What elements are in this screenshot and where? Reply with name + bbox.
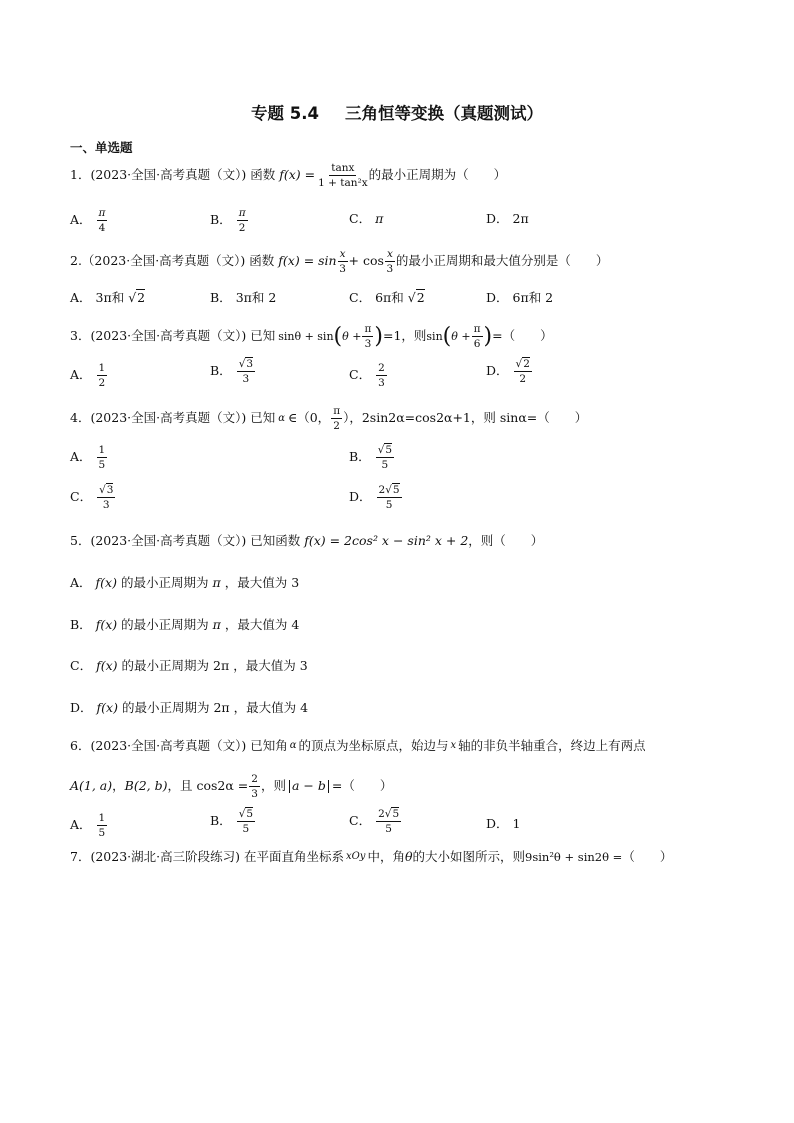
option-text: 1 bbox=[512, 816, 521, 831]
q4-alpha: α bbox=[278, 412, 285, 424]
option-letter: C． bbox=[70, 658, 93, 673]
q3-option-a[interactable] bbox=[70, 362, 108, 389]
option-period: π bbox=[212, 617, 221, 632]
option-text2: ，最大值为 bbox=[233, 658, 296, 673]
q6-abs: a − b bbox=[289, 780, 329, 793]
option-num: π bbox=[97, 207, 108, 221]
option-letter: D． bbox=[349, 489, 372, 505]
q5-option-c[interactable] bbox=[70, 660, 308, 673]
q6-x: x bbox=[450, 740, 457, 752]
q7-suffix: （ ） bbox=[622, 849, 673, 864]
q6-point-a: A(1, a) bbox=[70, 778, 113, 794]
q2-frac2-den: 3 bbox=[386, 263, 394, 276]
option-letter: B． bbox=[210, 363, 232, 379]
option-fx: f(x) bbox=[96, 700, 118, 715]
option-num: 5 bbox=[385, 444, 393, 456]
option-letter: A． bbox=[70, 290, 92, 305]
q5-suffix: ，则（ ） bbox=[468, 533, 544, 548]
q6-option-d[interactable] bbox=[486, 818, 520, 831]
q1-suffix: 的最小正周期为（ ） bbox=[368, 167, 507, 183]
option-text: 6π和 2 bbox=[512, 290, 554, 305]
option-num: 1 bbox=[97, 444, 108, 458]
option-den: 3 bbox=[378, 377, 385, 390]
option-period: π bbox=[212, 575, 221, 590]
q6-den: 3 bbox=[251, 788, 258, 801]
q6-line1-suffix: 轴的非负半轴重合，终边上有两点 bbox=[458, 738, 646, 753]
title-topic-number: 专题 5.4 bbox=[251, 104, 319, 123]
q1-prefix: 1．(2023·全国·高考真题（文）) 函数 bbox=[70, 167, 276, 183]
q7-theta: θ bbox=[404, 849, 413, 864]
option-letter: B． bbox=[349, 449, 371, 465]
option-letter: A． bbox=[70, 449, 92, 465]
q6-suffix: =（ ） bbox=[331, 778, 393, 794]
q4-option-a[interactable] bbox=[70, 444, 108, 471]
option-letter: B． bbox=[70, 617, 92, 632]
q6-option-a[interactable] bbox=[70, 812, 108, 839]
section-heading: 一、单选题 bbox=[70, 140, 133, 155]
option-root: 2 bbox=[137, 290, 146, 305]
option-den: 2 bbox=[98, 377, 106, 390]
option-den: 5 bbox=[381, 459, 389, 472]
q3-eq1: =1，则 bbox=[382, 328, 427, 344]
q5-option-d[interactable] bbox=[70, 702, 308, 715]
option-num: 3 bbox=[106, 484, 114, 496]
option-max: 4 bbox=[300, 700, 309, 715]
q6-sep: ， bbox=[112, 778, 125, 794]
option-period: 2π bbox=[213, 658, 230, 673]
option-num: 1 bbox=[97, 812, 108, 826]
option-letter: C． bbox=[349, 367, 372, 383]
q3-option-b[interactable]: B． $\frac{√3}{3}$ bbox=[210, 358, 254, 386]
q3-option-d[interactable]: D． $\frac{√2}{2}$ bbox=[486, 358, 530, 386]
option-letter: A． bbox=[70, 367, 92, 383]
q1-den: 1 + tan²x bbox=[318, 177, 368, 190]
option-fx: f(x) bbox=[96, 658, 118, 673]
question-4 bbox=[70, 405, 587, 432]
q6-prefix: 6．(2023·全国·高考真题（文）) 已知角 bbox=[70, 738, 288, 753]
option-num: 2 bbox=[376, 362, 387, 376]
q3-inner2: θ + bbox=[451, 330, 471, 344]
q6-num: 2 bbox=[249, 773, 260, 787]
option-letter: A． bbox=[70, 817, 92, 833]
option-text: 的最小正周期为 bbox=[121, 617, 209, 632]
q2-frac2-num: x bbox=[385, 248, 395, 262]
q4-option-b[interactable]: B． $\frac{√5}{5}$ bbox=[349, 444, 393, 472]
q2-frac1-den: 3 bbox=[339, 263, 346, 276]
option-letter: C． bbox=[349, 290, 372, 305]
option-letter: D． bbox=[486, 290, 509, 305]
question-2 bbox=[70, 248, 608, 275]
q5-option-b[interactable] bbox=[70, 619, 299, 632]
option-root: 2 bbox=[416, 290, 425, 305]
option-period: 2π bbox=[213, 700, 230, 715]
option-den: 2 bbox=[238, 222, 246, 235]
q3-suffix: =（ ） bbox=[492, 328, 553, 344]
question-7 bbox=[70, 851, 672, 864]
option-num: 1 bbox=[97, 362, 108, 376]
q7-mid: 中，角 bbox=[367, 849, 405, 864]
q7-prefix: 7．(2023·湖北·高三阶段练习) 在平面直角坐标系 bbox=[70, 849, 344, 864]
option-letter: B． bbox=[210, 290, 232, 305]
option-letter: A． bbox=[70, 212, 92, 228]
q4-prefix: 4．(2023·全国·高考真题（文）) 已知 bbox=[70, 410, 276, 426]
option-num: 2 bbox=[523, 358, 530, 370]
option-den: 5 bbox=[242, 823, 250, 836]
q5-expr: f(x) = 2cos² x − sin² x + 2 bbox=[304, 533, 469, 548]
q3-expr2: sin bbox=[426, 330, 443, 344]
option-letter: C． bbox=[70, 489, 93, 505]
option-num: π bbox=[237, 207, 248, 221]
q7-expr: 9sin²θ + sin2θ = bbox=[525, 849, 623, 864]
option-den: 3 bbox=[102, 499, 110, 512]
option-den: 5 bbox=[385, 823, 392, 836]
q3-pi: π bbox=[362, 323, 373, 337]
option-text: π bbox=[375, 211, 384, 226]
q1-option-d[interactable] bbox=[486, 213, 529, 226]
option-letter: C． bbox=[349, 211, 372, 226]
q4-suffix: ），2sin2α=cos2α+1，则 sinα=（ ） bbox=[343, 410, 588, 426]
q2-option-d[interactable] bbox=[486, 292, 553, 305]
option-text: 3π和 bbox=[95, 290, 125, 305]
question-5 bbox=[70, 535, 543, 548]
question-6-line-1 bbox=[70, 740, 646, 753]
option-letter: C． bbox=[349, 813, 372, 829]
q4-option-c[interactable]: C． $\frac{√3}{3}$ bbox=[70, 484, 114, 512]
q2-mid: + cos bbox=[348, 253, 384, 269]
q3-three: 3 bbox=[364, 338, 372, 351]
option-fx: f(x) bbox=[95, 617, 118, 632]
question-1 bbox=[70, 162, 506, 189]
q5-prefix: 5．(2023·全国·高考真题（文）) 已知函数 bbox=[70, 533, 301, 548]
q2-prefix: 2.（2023·全国·高考真题（文）) 函数 bbox=[70, 253, 275, 269]
q1-option-a[interactable] bbox=[70, 207, 108, 234]
q4-num: π bbox=[331, 405, 342, 419]
option-letter: B． bbox=[210, 212, 232, 228]
title-topic-name: 三角恒等变换（真题测试） bbox=[344, 104, 543, 123]
option-coef: 2 bbox=[378, 808, 385, 820]
q6-ask: ，则 bbox=[260, 778, 286, 794]
q2-suffix: 的最小正周期和最大值分别是（ ） bbox=[395, 253, 609, 269]
q2-option-c[interactable]: C． 6π和 √2 bbox=[349, 290, 425, 305]
q6-option-c[interactable]: C． $\frac{2√5}{5}$ bbox=[349, 808, 400, 836]
option-den: 2 bbox=[519, 373, 527, 386]
q6-option-b[interactable]: B． $\frac{√5}{5}$ bbox=[210, 808, 254, 836]
option-coef: 2 bbox=[378, 484, 386, 496]
q7-xoy: xOy bbox=[345, 851, 366, 863]
q6-cond: ，且 cos2α = bbox=[167, 778, 249, 794]
q1-fraction bbox=[318, 162, 368, 189]
option-text: 2π bbox=[512, 211, 529, 226]
q6-mid: 的顶点为坐标原点，始边与 bbox=[298, 738, 449, 753]
option-den: 5 bbox=[98, 459, 106, 472]
option-num: 3 bbox=[246, 358, 254, 370]
q3-six: 6 bbox=[473, 338, 481, 351]
q3-option-c[interactable] bbox=[349, 362, 388, 389]
q3-prefix: 3．(2023·全国·高考真题（文）) 已知 bbox=[70, 328, 276, 344]
q1-option-c[interactable] bbox=[349, 213, 383, 226]
q2-option-a[interactable]: A． 3π和 √2 bbox=[70, 290, 146, 305]
option-text2: ，最大值为 bbox=[233, 700, 297, 715]
q7-mid2: 的大小如图所示，则 bbox=[412, 849, 526, 864]
option-num: 5 bbox=[392, 808, 400, 820]
q6-point-b: B(2, b) bbox=[124, 778, 168, 794]
option-text: 的最小正周期为 bbox=[121, 658, 210, 673]
option-den: 5 bbox=[98, 827, 106, 840]
q1-fx: f(x) = bbox=[279, 167, 316, 183]
option-max: 3 bbox=[291, 575, 300, 590]
option-text: 6π和 bbox=[375, 290, 404, 305]
q2-option-b[interactable] bbox=[210, 292, 276, 305]
option-letter: D． bbox=[486, 211, 509, 226]
question-6-line-2 bbox=[70, 773, 392, 800]
option-den: 3 bbox=[242, 373, 250, 386]
option-letter: D． bbox=[486, 363, 509, 379]
option-letter: D． bbox=[486, 816, 509, 831]
q2-fx: f(x) = sin bbox=[278, 253, 337, 269]
option-text2: ，最大值为 bbox=[224, 617, 288, 632]
q2-frac1-num: x bbox=[338, 248, 348, 262]
q1-option-b[interactable] bbox=[210, 207, 249, 234]
q4-den: 2 bbox=[333, 420, 340, 433]
page-title bbox=[0, 106, 794, 123]
q3-inner1: θ + bbox=[342, 330, 362, 344]
q1-num: tanx bbox=[329, 162, 356, 176]
option-fx: f(x) bbox=[95, 575, 117, 590]
q3-pi2: π bbox=[472, 323, 483, 337]
option-max: 4 bbox=[291, 617, 300, 632]
option-text: 的最小正周期为 bbox=[121, 700, 210, 715]
question-3: 3．(2023·全国·高考真题（文）) 已知 sinθ + sin ( θ + $\frac{\pi}{3}$ ) =1，则 sin ( θ + $\frac{\pi}{6}$ ) =（ ） bbox=[70, 323, 553, 351]
option-text: 3π和 2 bbox=[235, 290, 277, 305]
q6-alpha: α bbox=[289, 740, 297, 752]
option-letter: D． bbox=[70, 700, 93, 715]
q5-option-a[interactable] bbox=[70, 577, 299, 590]
option-den: 5 bbox=[385, 499, 393, 512]
option-letter: B． bbox=[210, 813, 232, 829]
option-num: 5 bbox=[246, 808, 254, 820]
q4-option-d[interactable]: D． $\frac{2√5}{5}$ bbox=[349, 484, 400, 512]
option-den: 4 bbox=[98, 222, 106, 235]
q4-mid: ∈（0， bbox=[287, 410, 331, 426]
option-text: 的最小正周期为 bbox=[120, 575, 209, 590]
option-num: 5 bbox=[392, 484, 400, 496]
q3-expr1: sinθ + sin bbox=[278, 330, 334, 344]
option-max: 3 bbox=[299, 658, 308, 673]
option-text2: ，最大值为 bbox=[224, 575, 288, 590]
option-letter: A． bbox=[70, 575, 92, 590]
